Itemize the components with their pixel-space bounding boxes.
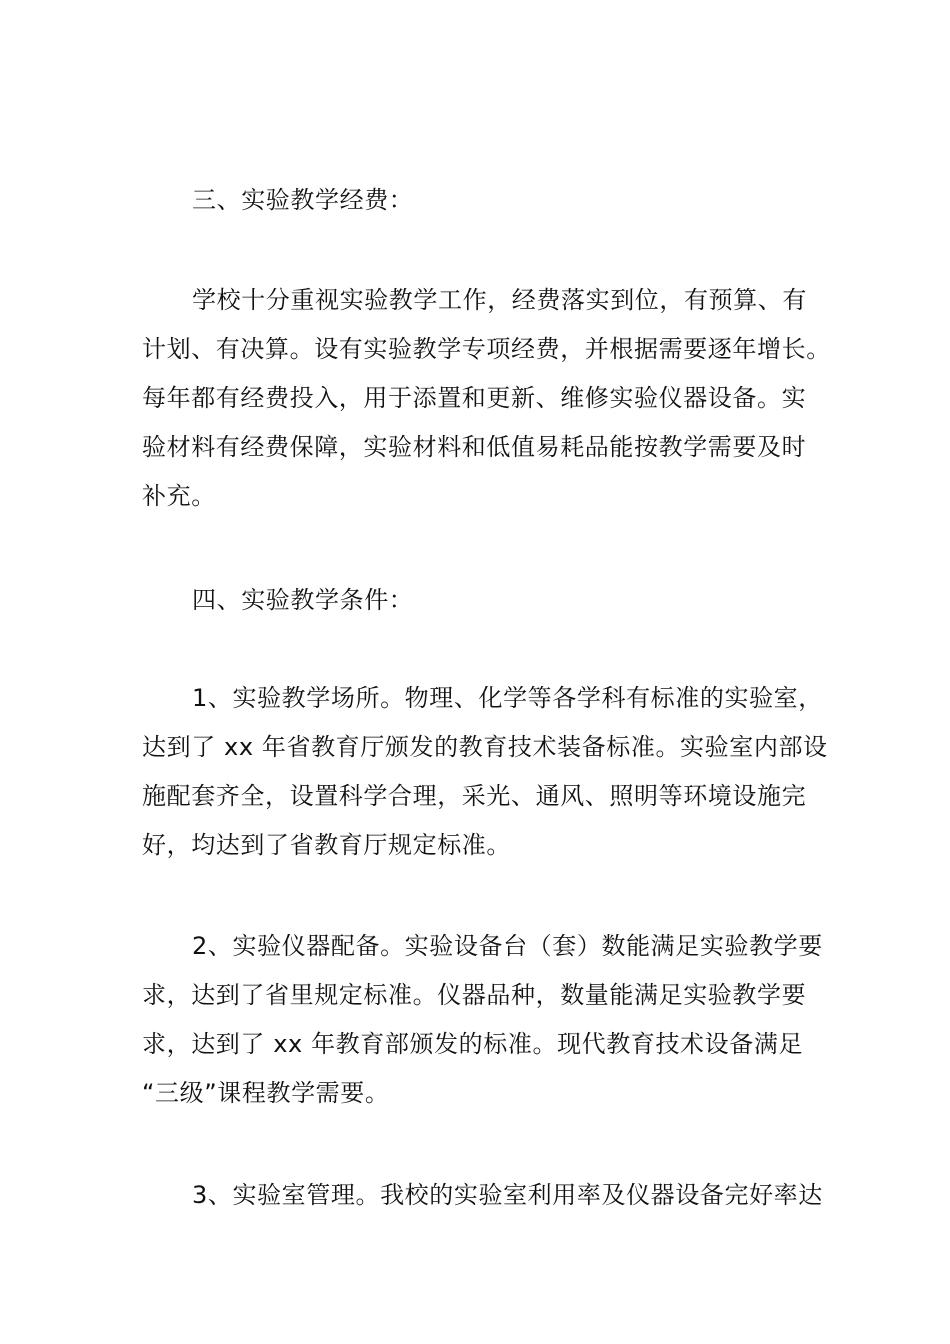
paragraph-line: 验材料有经费保障，实验材料和低值易耗品能按教学需要及时 bbox=[142, 433, 807, 461]
heading-line: 三、实验教学经费： bbox=[192, 186, 414, 214]
section-heading-4 bbox=[142, 576, 822, 625]
paragraph-line: 补充。 bbox=[142, 482, 216, 510]
paragraph-item-1 bbox=[142, 674, 828, 870]
paragraph-line: 求，达到了省里规定标准。仪器品种，数量能满足实验教学要 bbox=[142, 981, 807, 1009]
paragraph-line: 2、实验仪器配备。实验设备台（套）数能满足实验教学要 bbox=[192, 932, 823, 960]
heading-line: 四、实验教学条件： bbox=[192, 586, 414, 614]
paragraph-item-3 bbox=[142, 1171, 822, 1220]
paragraph-line: 求，达到了 xx 年教育部颁发的标准。现代教育技术设备满足 bbox=[142, 1030, 804, 1058]
section-heading-3 bbox=[142, 176, 822, 225]
paragraph-line: 好，均达到了省教育厅规定标准。 bbox=[142, 831, 511, 859]
paragraph-line: 每年都有经费投入，用于添置和更新、维修实验仪器设备。实 bbox=[142, 384, 807, 412]
paragraph-funding bbox=[142, 276, 831, 521]
paragraph-line: 3、实验室管理。我校的实验室利用率及仪器设备完好率达 bbox=[192, 1181, 823, 1209]
paragraph-line: 学校十分重视实验教学工作，经费落实到位，有预算、有 bbox=[192, 286, 807, 314]
paragraph-line: 达到了 xx 年省教育厅颁发的教育技术装备标准。实验室内部设 bbox=[142, 733, 828, 761]
paragraph-line: 1、实验教学场所。物理、化学等各学科有标准的实验室， bbox=[192, 684, 823, 712]
paragraph-line: 施配套齐全，设置科学合理，采光、通风、照明等环境设施完 bbox=[142, 782, 807, 810]
paragraph-line: “三级”课程教学需要。 bbox=[142, 1079, 390, 1107]
paragraph-item-2 bbox=[142, 922, 822, 1118]
paragraph-line: 计划、有决算。设有实验教学专项经费，并根据需要逐年增长。 bbox=[142, 335, 831, 363]
